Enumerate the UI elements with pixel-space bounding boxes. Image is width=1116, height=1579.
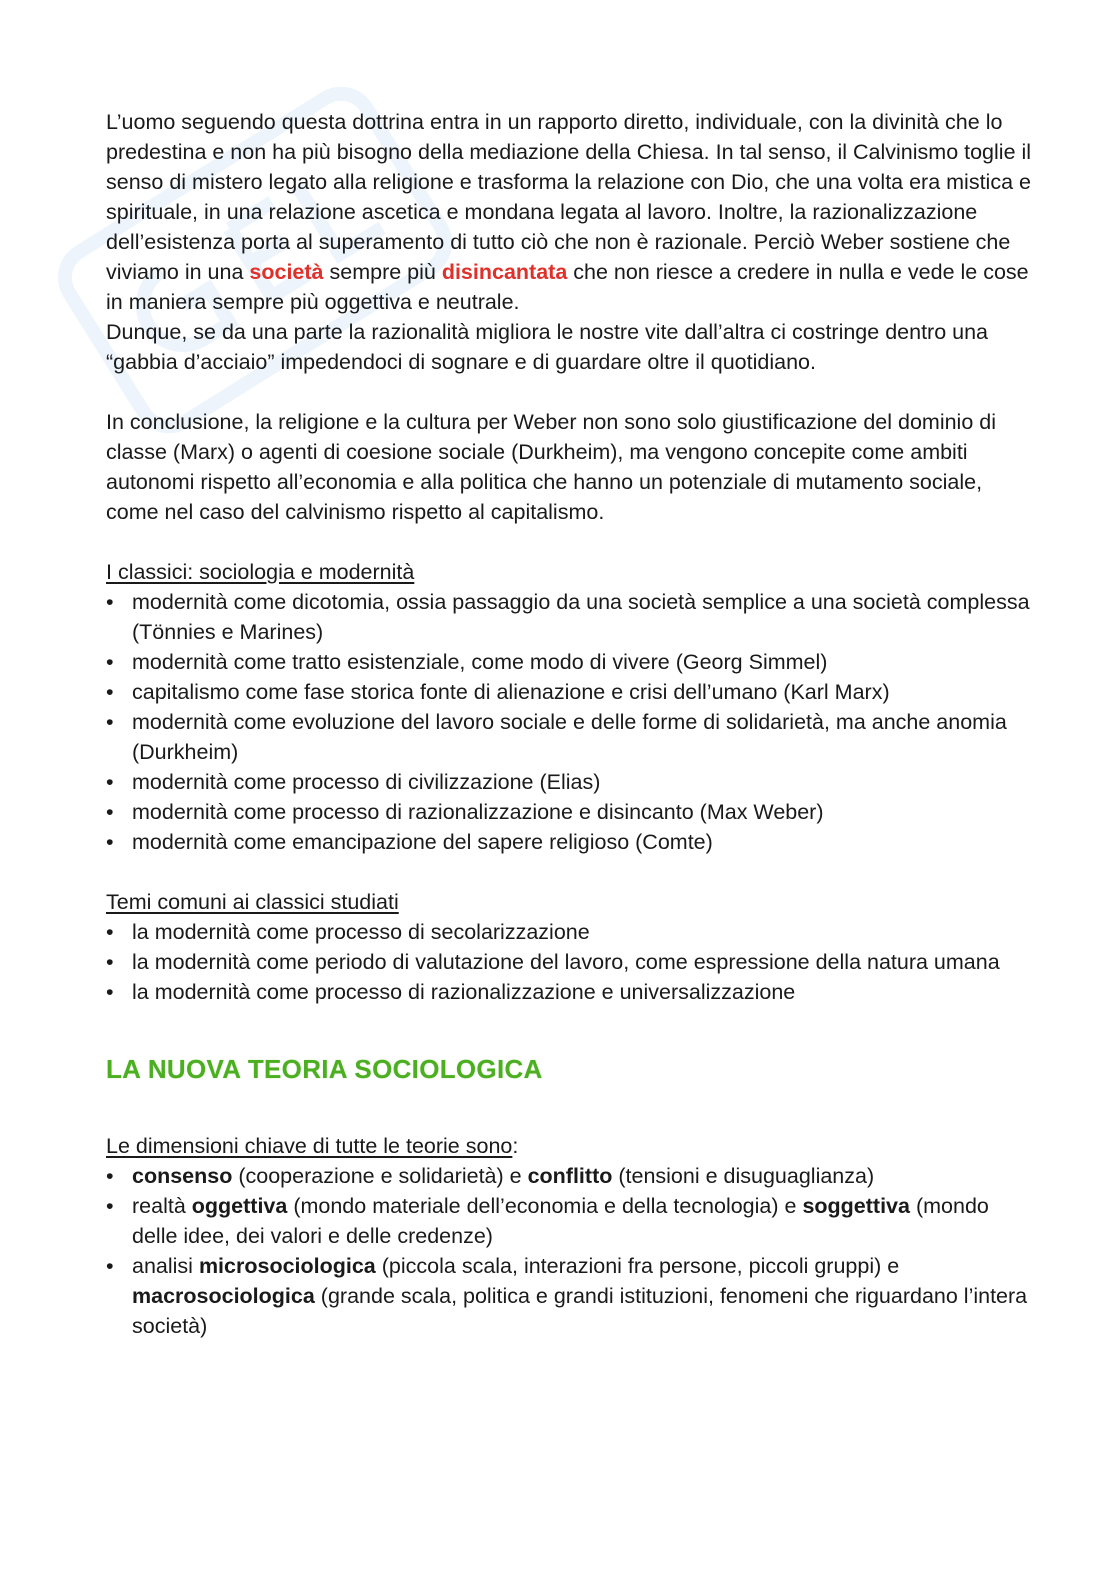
bold-term: oggettiva bbox=[191, 1194, 288, 1218]
bold-term: conflitto bbox=[527, 1164, 613, 1188]
list-item: • la modernità come processo di secolarizzazione bbox=[106, 917, 1036, 947]
list-item-text: (grande scala, politica e grandi istituzioni, fenomeni che riguardano l’intera società) bbox=[132, 1284, 1028, 1338]
list-classici bbox=[106, 587, 1036, 857]
highlight-societa: società bbox=[249, 260, 324, 284]
highlight-disincantata: disincantata bbox=[441, 260, 568, 284]
list-item-micro-macro bbox=[106, 1251, 1036, 1341]
list-item-text: realtà bbox=[132, 1194, 192, 1218]
paragraph-calvinism bbox=[106, 107, 1036, 317]
bold-term: soggettiva bbox=[802, 1194, 910, 1218]
heading-temi-comuni: Temi comuni ai classici studiati bbox=[106, 890, 399, 914]
bold-term: consenso bbox=[132, 1164, 233, 1188]
list-dimensioni bbox=[106, 1161, 1036, 1341]
paragraph-conclusione: In conclusione, la religione e la cultura per Weber non sono solo giustificazione del dominio di classe (Marx) o agenti di coesione sociale (Durkheim), ma vengono concepite come ambiti autonomi rispetto all’economia e alla politica che hanno un potenziale di mutamento sociale, come nel caso del calvinismo rispetto al capitalismo. bbox=[106, 410, 996, 524]
list-item: • modernità come tratto esistenziale, come modo di vivere (Georg Simmel) bbox=[106, 647, 1036, 677]
list-item-text: (mondo delle idee, dei valori e delle credenze) bbox=[132, 1194, 989, 1248]
list-temi-comuni bbox=[106, 917, 1036, 1007]
heading-classici: I classici: sociologia e modernità bbox=[106, 560, 415, 584]
bold-term: microsociologica bbox=[198, 1254, 376, 1278]
heading-dimensioni-colon: : bbox=[512, 1134, 519, 1158]
paragraph-text: che non riesce a credere in nulla e vede le cose in maniera sempre più oggettiva e neutrale. bbox=[106, 260, 1029, 314]
section-title: LA NUOVA TEORIA SOCIOLOGICA bbox=[106, 1054, 543, 1084]
list-item: • la modernità come periodo di valutazione del lavoro, come espressione della natura umana bbox=[106, 947, 1036, 977]
list-item-text: (tensioni e disuguaglianza) bbox=[612, 1164, 875, 1188]
list-item: • la modernità come processo di razionalizzazione e universalizzazione bbox=[106, 977, 1036, 1007]
list-item-text: (cooperazione e solidarietà) e bbox=[232, 1164, 528, 1188]
document-page bbox=[106, 107, 1036, 1341]
bold-term: macrosociologica bbox=[132, 1284, 315, 1308]
heading-dimensioni-text: Le dimensioni chiave di tutte le teorie sono bbox=[106, 1134, 513, 1158]
list-item-text: analisi bbox=[132, 1254, 199, 1278]
list-item-text: (piccola scala, interazioni fra persone, piccoli gruppi) e bbox=[375, 1254, 900, 1278]
list-item: • modernità come processo di razionalizzazione e disincanto (Max Weber) bbox=[106, 797, 1036, 827]
list-item: • modernità come emancipazione del sapere religioso (Comte) bbox=[106, 827, 1036, 857]
paragraph-text: sempre più bbox=[323, 260, 442, 284]
paragraph-gabbia-acciaio: Dunque, se da una parte la razionalità migliora le nostre vite dall’altra ci costringe dentro una “gabbia d’acciaio” impedendoci di sognare e di guardare oltre il quotidiano. bbox=[106, 320, 989, 374]
paragraph-text: L’uomo seguendo questa dottrina entra in un rapporto diretto, individuale, con la divinità che lo predestina e non ha più bisogno della mediazione della Chiesa. In tal senso, il Calvinismo toglie il senso di mistero legato alla religione e trasforma la relazione con Dio, che una volta era mistica e spirituale, in una relazione ascetica e mondana legata al lavoro. Inoltre, la razionalizzazione dell’esistenza porta al superamento di tutto ciò che non è razionale. Perciò Weber sostiene che viviamo in una bbox=[106, 110, 1032, 284]
list-item: • modernità come dicotomia, ossia passaggio da una società semplice a una società complessa (Tönnies e Marines) bbox=[106, 587, 1036, 647]
list-item-oggettiva-soggettiva bbox=[106, 1191, 1036, 1251]
heading-dimensioni bbox=[106, 1131, 1036, 1161]
list-item: • modernità come processo di civilizzazione (Elias) bbox=[106, 767, 1036, 797]
list-item-text: (mondo materiale dell’economia e della tecnologia) e bbox=[287, 1194, 803, 1218]
list-item-consenso-conflitto bbox=[106, 1161, 1036, 1191]
list-item: • modernità come evoluzione del lavoro sociale e delle forme di solidarietà, ma anche anomia (Durkheim) bbox=[106, 707, 1036, 767]
list-item: • capitalismo come fase storica fonte di alienazione e crisi dell’umano (Karl Marx) bbox=[106, 677, 1036, 707]
